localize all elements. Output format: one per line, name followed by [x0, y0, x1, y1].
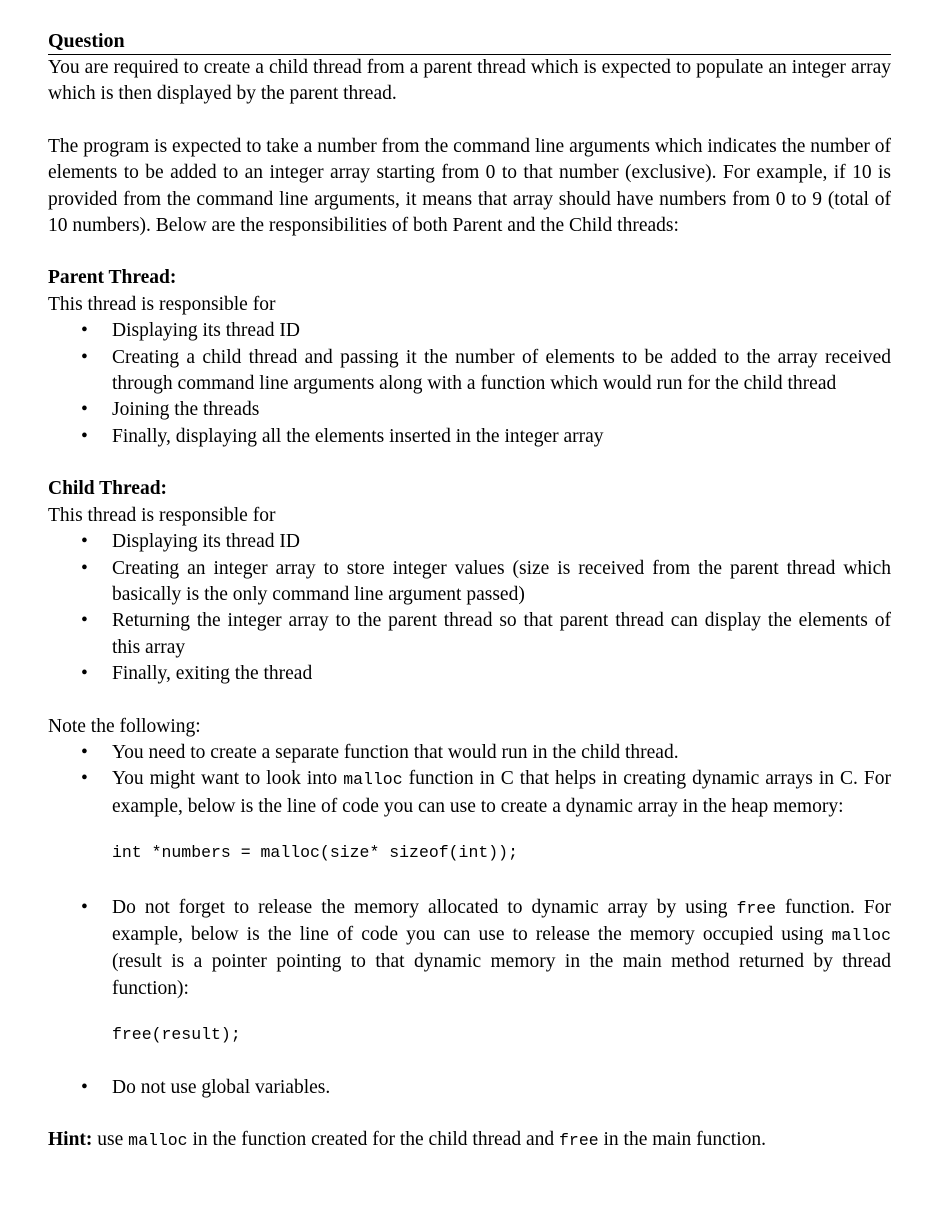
code-snippet-malloc: int *numbers = malloc(size* sizeof(int)); [112, 843, 518, 863]
list-item: • Creating an integer array to store integer values (size is received from the parent thread which basically is the only command line argument passed) [81, 557, 891, 605]
notes-list [48, 740, 891, 1101]
inline-code: malloc [343, 770, 403, 790]
bullet-icon: • [81, 741, 88, 763]
bullet-icon: • [81, 557, 88, 579]
parent-thread-list [48, 318, 891, 450]
list-item: • You need to create a separate function that would run in the child thread. [48, 740, 891, 766]
code-snippet-free: free(result); [112, 1025, 241, 1045]
child-thread-lead: This thread is responsible for [48, 504, 276, 526]
list-item: • You might want to look into malloc function in C that helps in creating dynamic arrays in C. For example, below is the line of code you can use to create a dynamic array in the heap memory: int *numbers = malloc(size* sizeof(int)); [48, 766, 891, 866]
inline-code: free [559, 1131, 599, 1150]
question-intro: You are required to create a child thread from a parent thread which is expected to populate an integer array which is then displayed by the parent thread. [48, 57, 891, 105]
notes-heading: Note the following: [48, 715, 201, 737]
bullet-icon: • [81, 425, 88, 447]
child-thread-list [48, 529, 891, 687]
bullet-icon: • [81, 663, 88, 685]
bullet-icon: • [81, 531, 88, 553]
list-item: • Returning the integer array to the parent thread so that parent thread can display the elements of this array [81, 610, 891, 658]
list-item: • Finally, displaying all the elements inserted in the integer array [48, 424, 891, 450]
inline-code: free [736, 898, 777, 918]
list-item: • Creating a child thread and passing it the number of elements to be added to the array received through command line arguments along with a function which would run for the child thread [81, 346, 891, 395]
list-item: • Do not use global variables. [48, 1075, 891, 1101]
inline-code: malloc [831, 925, 891, 945]
question-description: The program is expected to take a number from the command line arguments which indicates the number of elements to be added to an integer array starting from 0 to that number (exclusive). For example, if 10 is provided from the command line arguments, it means that array should have numbers from 0 to 9 (total of 10 numbers). Below are the responsibilities of both Parent and the Child threads: [48, 135, 891, 237]
parent-thread-lead: This thread is responsible for [48, 293, 276, 315]
bullet-icon: • [81, 399, 88, 421]
list-item: • Joining the threads [48, 397, 891, 423]
bullet-icon: • [81, 320, 88, 342]
bullet-icon: • [81, 610, 88, 632]
child-thread-heading: Child Thread: [48, 478, 168, 500]
list-item: • Finally, exiting the thread [48, 661, 891, 687]
bullet-icon: • [81, 768, 88, 790]
list-item: • Do not forget to release the memory allocated to dynamic array by using free function. For example, below is the line of code you can use to release the memory occupied using malloc (result is a pointer pointing to that dynamic memory in the main method returned by thread function): free(result); [48, 895, 891, 1049]
list-item: • Displaying its thread ID [48, 318, 891, 344]
question-title: Question [48, 28, 891, 55]
hint-label: Hint: [48, 1129, 93, 1150]
list-item: • Displaying its thread ID [48, 529, 891, 555]
document-page [48, 28, 891, 1154]
hint-paragraph: Hint: use malloc in the function created for the child thread and free in the main function. [48, 1129, 766, 1150]
bullet-icon: • [81, 896, 88, 918]
inline-code: malloc [128, 1131, 188, 1150]
bullet-icon: • [81, 346, 88, 368]
bullet-icon: • [81, 1076, 88, 1098]
parent-thread-heading: Parent Thread: [48, 267, 177, 289]
